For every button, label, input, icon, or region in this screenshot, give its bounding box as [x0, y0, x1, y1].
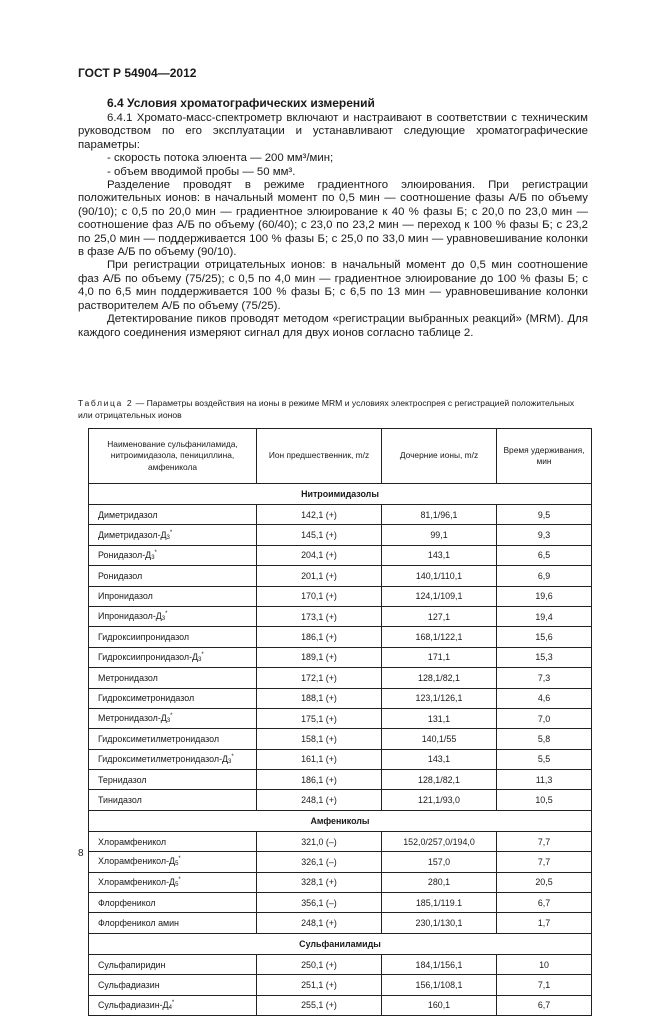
- precursor-ion: 250,1 (+): [257, 954, 382, 974]
- compound-name: [89, 627, 257, 647]
- footnote-mark: *: [154, 549, 157, 556]
- group-row: [89, 484, 592, 505]
- isotope-subscript: 3: [151, 554, 155, 561]
- precursor-ion: 172,1 (+): [257, 668, 382, 688]
- retention-time: 1,7: [497, 913, 592, 933]
- paragraph-gradient-negative: При регистрации отрицательных ионов: в начальный момент до 0,5 мин соотношение фаз А/Б по объему (75/25); с 0,5 по 4,0 мин — градиентное элюирование до 100 % фазы Б; с 4,0 по 6,5 мин поддерживается 100 % фазы Б; с 6,5 по 13 мин — уравновешивание колонки растворителем А/Б по объему (75/25).: [78, 259, 588, 312]
- table-row: [89, 505, 592, 525]
- compound-name: [89, 606, 257, 626]
- isotope-subscript: 5: [175, 881, 179, 888]
- daughter-ions: 128,1/82,1: [382, 770, 497, 790]
- retention-time: 7,7: [497, 852, 592, 872]
- precursor-ion: 158,1 (+): [257, 729, 382, 749]
- compound-name-text: Сульфадиазин: [98, 979, 160, 990]
- precursor-ion: 204,1 (+): [257, 545, 382, 565]
- compound-name-text: Ронидазол: [98, 570, 143, 581]
- daughter-ions: 160,1: [382, 995, 497, 1015]
- precursor-ion: 326,1 (–): [257, 852, 382, 872]
- table-row: [89, 729, 592, 749]
- compound-name-text: Хлорамфеникол-Д: [98, 876, 176, 887]
- daughter-ions: 123,1/126,1: [382, 688, 497, 708]
- retention-time: 7,7: [497, 831, 592, 851]
- retention-time: 6,7: [497, 995, 592, 1015]
- retention-time: 10: [497, 954, 592, 974]
- precursor-ion: 161,1 (+): [257, 749, 382, 769]
- table-row: [89, 545, 592, 565]
- compound-name: [89, 790, 257, 810]
- compound-name: [89, 831, 257, 851]
- compound-name: [89, 852, 257, 872]
- daughter-ions: 230,1/130,1: [382, 913, 497, 933]
- bullet-flow-rate: - скорость потока элюента — 200 мм³/мин;: [107, 152, 334, 165]
- retention-time: 6,5: [497, 545, 592, 565]
- footnote-mark: *: [165, 611, 168, 618]
- precursor-ion: 189,1 (+): [257, 647, 382, 667]
- precursor-ion: 175,1 (+): [257, 708, 382, 728]
- compound-name-text: Ронидазол-Д: [98, 549, 152, 560]
- footnote-mark: *: [178, 856, 181, 863]
- precursor-ion: 170,1 (+): [257, 586, 382, 606]
- daughter-ions: 99,1: [382, 525, 497, 545]
- precursor-ion: 188,1 (+): [257, 688, 382, 708]
- footnote-mark: *: [171, 999, 175, 1006]
- table-row: [89, 954, 592, 974]
- precursor-ion: 321,0 (–): [257, 831, 382, 851]
- daughter-ions: 121,1/93,0: [382, 790, 497, 810]
- daughter-ions: 124,1/109,1: [382, 586, 497, 606]
- table-caption-label: Таблица 2: [78, 398, 134, 408]
- isotope-subscript: 3: [228, 758, 232, 765]
- compound-name-text: Ипронидазол: [98, 591, 153, 602]
- precursor-ion: 255,1 (+): [257, 995, 382, 1015]
- compound-name: [89, 872, 257, 892]
- retention-time: 6,7: [497, 893, 592, 913]
- table-row: [89, 872, 592, 892]
- daughter-ions: 184,1/156,1: [382, 954, 497, 974]
- compound-name: [89, 708, 257, 728]
- table-row: [89, 586, 592, 606]
- compound-name: [89, 566, 257, 586]
- daughter-ions: 171,1: [382, 647, 497, 667]
- compound-name-text: Флорфеникол: [98, 897, 156, 908]
- compound-name-text: Гидроксиметронидазол: [98, 693, 195, 704]
- daughter-ions: 140,1/110,1: [382, 566, 497, 586]
- compound-name: [89, 505, 257, 525]
- footnote-mark: *: [169, 529, 173, 536]
- daughter-ions: 280,1: [382, 872, 497, 892]
- compound-name-text: Сульфапиридин: [98, 959, 166, 970]
- section-title: 6.4 Условия хроматографических измерений: [107, 96, 375, 110]
- daughter-ions: 128,1/82,1: [382, 668, 497, 688]
- retention-time: 15,6: [497, 627, 592, 647]
- precursor-ion: 328,1 (+): [257, 872, 382, 892]
- table-row: [89, 647, 592, 667]
- retention-time: 19,6: [497, 586, 592, 606]
- compound-name: [89, 913, 257, 933]
- table-row: [89, 790, 592, 810]
- paragraph-detection: Детектирование пиков проводят методом «регистрации выбранных реакций» (MRM). Для каждого соединения измеряют сигнал для двух ионов согласно таблице 2.: [78, 313, 588, 339]
- isotope-subscript: 3: [161, 616, 166, 623]
- retention-time: 10,5: [497, 790, 592, 810]
- compound-name: [89, 729, 257, 749]
- compound-name-text: Хлорамфеникол: [98, 836, 167, 847]
- footnote-mark: *: [201, 651, 204, 658]
- compound-name: [89, 525, 257, 545]
- table-header-row: [89, 429, 592, 484]
- precursor-ion: 173,1 (+): [257, 606, 382, 626]
- compound-name: [89, 586, 257, 606]
- paragraph-gradient-positive: Разделение проводят в режиме градиентного элюирования. При регистрации положительных ионов: в начальный момент по 0,5 мин — соотношение фазы А/Б по объему (90/10); с 0,5 по 20,0 мин — градиентное элюирование к 40 % фазы Б; с 20,0 по 23,0 мин — соотношение фаз А/Б по объему (60/40); с 23,0 по 23,2 мин — переход к 100 % фазы Б; с 23,2 по 25,0 мин — поддерживается 100 % фазы Б; с 25,0 по 33,0 мин — уравновешивание колонки в фазе А/Б по объему (90/10).: [78, 179, 588, 259]
- compound-name: [89, 995, 257, 1015]
- daughter-ions: 127,1: [382, 606, 497, 626]
- table-row: [89, 893, 592, 913]
- retention-time: 6,9: [497, 566, 592, 586]
- table-row: [89, 995, 592, 1015]
- compound-name-text: Гидроксиипронидазол: [98, 632, 190, 643]
- group-title: Сульфаниламиды: [89, 933, 592, 954]
- isotope-subscript: 4: [168, 1004, 172, 1011]
- retention-time: 19,4: [497, 606, 592, 626]
- table-row: [89, 852, 592, 872]
- isotope-subscript: 3: [166, 718, 171, 725]
- retention-time: 4,6: [497, 688, 592, 708]
- group-row: [89, 810, 592, 831]
- table-row: [89, 749, 592, 769]
- compound-name-text: Тернидазол: [98, 774, 147, 785]
- daughter-ions: 140,1/55: [382, 729, 497, 749]
- isotope-subscript: 3: [166, 534, 170, 541]
- daughter-ions: 168,1/122,1: [382, 627, 497, 647]
- retention-time: 15,3: [497, 647, 592, 667]
- isotope-subscript: 3: [198, 656, 202, 663]
- compound-name: [89, 770, 257, 790]
- compound-name: [89, 668, 257, 688]
- compound-name-text: Ипронидазол-Д: [98, 611, 162, 622]
- table-row: [89, 668, 592, 688]
- retention-time: 9,5: [497, 505, 592, 525]
- table-row: [89, 627, 592, 647]
- group-title: Нитроимидазолы: [89, 484, 592, 505]
- precursor-ion: 186,1 (+): [257, 770, 382, 790]
- table-caption: [78, 398, 590, 421]
- group-row: [89, 933, 592, 954]
- daughter-ions: 152,0/257,0/194,0: [382, 831, 497, 851]
- table-row: [89, 913, 592, 933]
- table-row: [89, 688, 592, 708]
- body-text: [78, 112, 588, 340]
- compound-name-text: Метронидазол: [98, 672, 158, 683]
- footnote-mark: *: [231, 753, 234, 760]
- page-number: 8: [78, 848, 84, 859]
- daughter-ions: 157,0: [382, 852, 497, 872]
- compound-name-text: Диметридазол: [98, 509, 158, 520]
- compound-name: [89, 545, 257, 565]
- mrm-parameters-table: [88, 428, 592, 1016]
- compound-name-text: Метронидазол-Д: [98, 713, 167, 724]
- compound-name-text: Флорфеникол амин: [98, 918, 179, 929]
- precursor-ion: 356,1 (–): [257, 893, 382, 913]
- compound-name: [89, 688, 257, 708]
- header-precursor-ion: Ион предшественник, m/z: [257, 429, 382, 484]
- daughter-ions: 143,1: [382, 545, 497, 565]
- header-compound-name: Наименование сульфаниламида, нитроимидазола, пенициллина, амфеникола: [89, 429, 257, 484]
- isotope-subscript: 5: [175, 861, 179, 868]
- daughter-ions: 185,1/119.1: [382, 893, 497, 913]
- precursor-ion: 248,1 (+): [257, 790, 382, 810]
- compound-name-text: Гидроксиметилметронидазол: [98, 733, 220, 744]
- group-title: Амфениколы: [89, 810, 592, 831]
- footnote-mark: *: [178, 876, 181, 883]
- compound-name-text: Сульфадиазин-Д: [98, 999, 169, 1010]
- compound-name-text: Гидроксиипронидазол-Д: [98, 651, 199, 662]
- precursor-ion: 248,1 (+): [257, 913, 382, 933]
- table-row: [89, 708, 592, 728]
- compound-name: [89, 975, 257, 995]
- paragraph-6-4-1: 6.4.1 Хромато-масс-спектрометр включают и настраивают в соответствии с техническим руководством по его эксплуатации и устанавливают следующие хроматографические параметры:: [78, 112, 588, 151]
- retention-time: 7,1: [497, 975, 592, 995]
- compound-name: [89, 647, 257, 667]
- compound-name: [89, 749, 257, 769]
- header-daughter-ions: Дочерние ионы, m/z: [382, 429, 497, 484]
- retention-time: 7,0: [497, 708, 592, 728]
- compound-name-text: Диметридазол-Д: [98, 529, 167, 540]
- precursor-ion: 186,1 (+): [257, 627, 382, 647]
- table-row: [89, 831, 592, 851]
- table-row: [89, 566, 592, 586]
- compound-name: [89, 954, 257, 974]
- daughter-ions: 156,1/108,1: [382, 975, 497, 995]
- retention-time: 11,3: [497, 770, 592, 790]
- footnote-mark: *: [170, 713, 173, 720]
- table-caption-text: — Параметры воздействия на ионы в режиме MRM и условиях электроспрея с регистрацией положительных или отрицательных ионов: [78, 398, 575, 420]
- precursor-ion: 145,1 (+): [257, 525, 382, 545]
- daughter-ions: 131,1: [382, 708, 497, 728]
- table-row: [89, 525, 592, 545]
- bullet-injection-volume: - объем вводимой пробы — 50 мм³.: [107, 165, 296, 178]
- retention-time: 5,5: [497, 749, 592, 769]
- compound-name-text: Хлорамфеникол-Д: [98, 856, 176, 867]
- daughter-ions: 143,1: [382, 749, 497, 769]
- retention-time: 20,5: [497, 872, 592, 892]
- retention-time: 9,3: [497, 525, 592, 545]
- table-row: [89, 606, 592, 626]
- document-header: ГОСТ Р 54904—2012: [78, 66, 197, 80]
- table-row: [89, 975, 592, 995]
- precursor-ion: 251,1 (+): [257, 975, 382, 995]
- daughter-ions: 81,1/96,1: [382, 505, 497, 525]
- precursor-ion: 201,1 (+): [257, 566, 382, 586]
- precursor-ion: 142,1 (+): [257, 505, 382, 525]
- compound-name-text: Гидроксиметилметронидазол-Д: [98, 753, 229, 764]
- header-retention-time: Время удерживания, мин: [497, 429, 592, 484]
- compound-name-text: Тинидазол: [98, 795, 142, 806]
- retention-time: 7,3: [497, 668, 592, 688]
- retention-time: 5,8: [497, 729, 592, 749]
- table-row: [89, 770, 592, 790]
- compound-name: [89, 893, 257, 913]
